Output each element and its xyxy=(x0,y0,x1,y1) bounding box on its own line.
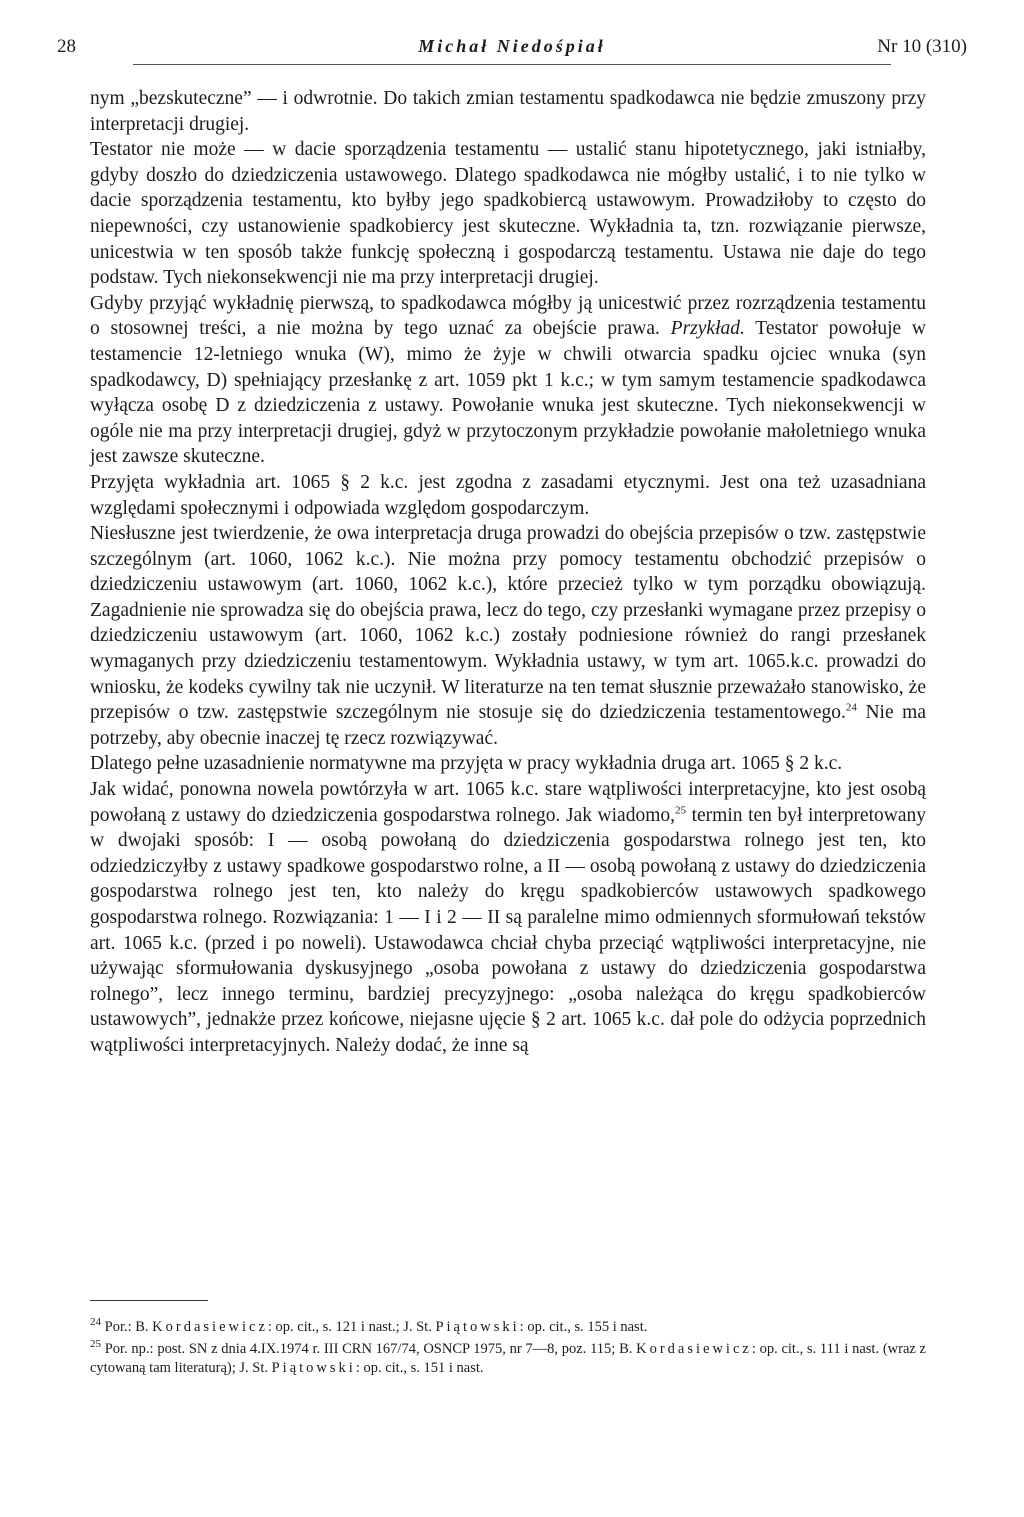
footnote-24 xyxy=(90,1318,926,1338)
footnote-text: : op. cit., s. 111 i nast. (wraz z cytowaną tam literaturą); J. St. xyxy=(90,1340,926,1376)
author-name: Piątowski xyxy=(271,1360,356,1376)
paragraph-5-text-a: Niesłuszne jest twierdzenie, że owa interpretacja druga prowadzi do obejścia przepisów o tzw. zastępstwie szczególnym (art. 1060, 1062 k.c.). Nie można przy pomocy testamentu obchodzić przepisów o dziedziczeniu ustawowym (art. 1060, 1062 k.c.), które przecież tylko w tym porządku obowiązują. Zagadnienie nie sprowadza się do obejścia prawa, lecz do tego, czy przesłanki wymagane przez przepisy o dziedziczeniu ustawowym (art. 1060, 1062 k.c.) zostały podniesione również do rangi przesłanek wymaganych przy dziedziczeniu testamentowym. Wykładnia ustawy, w tym art. 1065.k.c. prowadzi do wniosku, że kodeks cywilny tak nie uczynił. W literaturze na ten temat słusznie przeważało stanowisko, że przepisów o tzw. zastępstwie szczególnym nie stosuje się do dziedziczenia testamentowego. xyxy=(90,523,926,724)
author-name: Kordasiewicz xyxy=(636,1340,752,1357)
footnote-text: Por. np.: post. SN z dnia 4.IX.1974 r. III CRN 167/74, OSNCP 1975, nr 7—8, poz. 115; B. xyxy=(101,1340,637,1357)
paragraph-6: Dlatego pełne uzasadnienie normatywne ma przyjęta w pracy wykładnia druga art. 1065 § 2 k.c. xyxy=(90,753,843,775)
footnote-number: 24 xyxy=(90,1316,101,1329)
paragraph-7 xyxy=(90,777,926,1059)
paragraph-7-text-b: termin ten był interpretowany w dwojaki sposób: I — osobą powołaną do dziedziczenia gospodarstwa rolnego jest ten, kto odziedziczyłby z ustawy spadkowe gospodarstwo rolne, a II — osobą powołaną z ustawy do dziedziczenia gospodarstwa rolnego jest ten, kto należy do kręgu spadkobierców ustawowych spadkowego gospodarstwa rolnego. Rozwiązania: 1 — I i 2 — II są paralelne mimo odmiennych sformułowań tekstów art. 1065 k.c. (przed i po noweli). Ustawodawca chciał chyba przeciąć wątpliwości interpretacyjne, nie używając sformułowania dyskusyjnego „osoba powołana z ustawy do dziedziczenia gospodarstwa rolnego”, lecz innego terminu, bardziej precyzyjnego: „osoba należąca do kręgu spadkobierców ustawowych”, jednakże przez końcowe, niejasne ujęcie § 2 art. 1065 k.c. dał pole do odżycia poprzednich wątpliwości interpretacyjnych. Należy dodać, że inne są xyxy=(90,804,926,1056)
example-label: Przykład. xyxy=(670,318,745,340)
footnote-text: Por.: B. xyxy=(101,1319,153,1335)
footnote-text: : op. cit., s. 151 i nast. xyxy=(355,1360,484,1376)
running-title: Michał Niedośpiał xyxy=(418,36,606,56)
paragraph-7-text-a: Jak widać, ponowna nowela powtórzyła w art. 1065 k.c. stare wątpliwości interpretacyjne, kto jest osobą powołaną z ustawy do dziedziczenia gospodarstwa rolnego. Jak wiadomo, xyxy=(90,779,926,826)
paragraph-3-text-a: Gdyby przyjąć wykładnię pierwszą, to spadkodawca mógłby ją unicestwić przez rozrządzenia testamentu o stosownej treści, a nie można by tego uznać za obejście prawa. xyxy=(90,292,926,340)
paragraph-5-text-b: Nie ma potrzeby, aby obecnie inaczej tę rzecz rozwiązywać. xyxy=(90,702,926,749)
footnotes xyxy=(90,1318,926,1381)
paragraph-4: Przyjęta wykładnia art. 1065 § 2 k.c. jest zgodna z zasadami etycznymi. Jest ona też uzasadniana względami społecznymi i odpowiada względom gospodarczym. xyxy=(90,471,926,519)
running-header xyxy=(57,32,967,62)
issue-number: Nr 10 (310) xyxy=(877,36,967,57)
paragraph-2: Testator nie może — w dacie sporządzenia testamentu — ustalić stanu hipotetycznego, jaki istniałby, gdyby doszło do dziedziczenia ustawowego. Dlatego spadkodawca nie mógłby ustalić, i to nie tylko w dacie sporządzenia testamentu, kto byłby jego spadkobiercą ustawowym. Prowadziłoby to często do niepewności, czy ustanowienie spadkobiercy jest skuteczne. Wykładnia ta, tzn. rozwiązanie pierwsze, unicestwia w ten sposób także funkcję społeczną i gospodarczą testamentu. Ustawa nie daje do tego podstaw. Tych niekonsekwencji nie ma przy interpretacji drugiej. xyxy=(90,139,926,289)
footnote-text: : op. cit., s. 155 i nast. xyxy=(519,1319,648,1335)
footnote-ref-24[interactable]: 24 xyxy=(845,701,857,714)
paragraph-5 xyxy=(90,521,926,751)
footnote-text: : op. cit., s. 121 i nast.; J. St. xyxy=(267,1319,436,1335)
paragraph-3-text-b: Testator powołuje w testamencie 12-letniego wnuka (W), mimo że żyje w chwili otwarcia spadku ojciec wnuka (syn spadkodawcy, D) spełniający przesłankę z art. 1059 pkt 1 k.c.; w tym samym testamencie spadkodawca wyłącza osobę D z dziedziczenia z ustawy. Powołanie wnuka jest skuteczne. Tych niekonsekwencji w ogóle nie ma przy interpretacji drugiej, gdyż w przytoczonym przykładzie powołanie małoletniego wnuka jest zawsze skuteczne. xyxy=(90,318,926,468)
author-name: Kordasiewicz xyxy=(152,1319,268,1335)
page-number: 28 xyxy=(57,36,76,57)
footnote-25 xyxy=(90,1337,926,1379)
author-name: Piątowski xyxy=(435,1319,520,1335)
paragraph-3 xyxy=(90,291,926,470)
footnote-ref-25[interactable]: 25 xyxy=(675,804,687,817)
footnote-number: 25 xyxy=(90,1337,101,1350)
paragraph-1: nym „bezskuteczne” — i odwrotnie. Do takich zmian testamentu spadkodawca nie będzie zmuszony przy interpretacji drugiej. xyxy=(90,88,926,135)
footnote-separator xyxy=(90,1300,208,1301)
main-text xyxy=(90,86,926,1059)
header-rule xyxy=(133,64,891,65)
